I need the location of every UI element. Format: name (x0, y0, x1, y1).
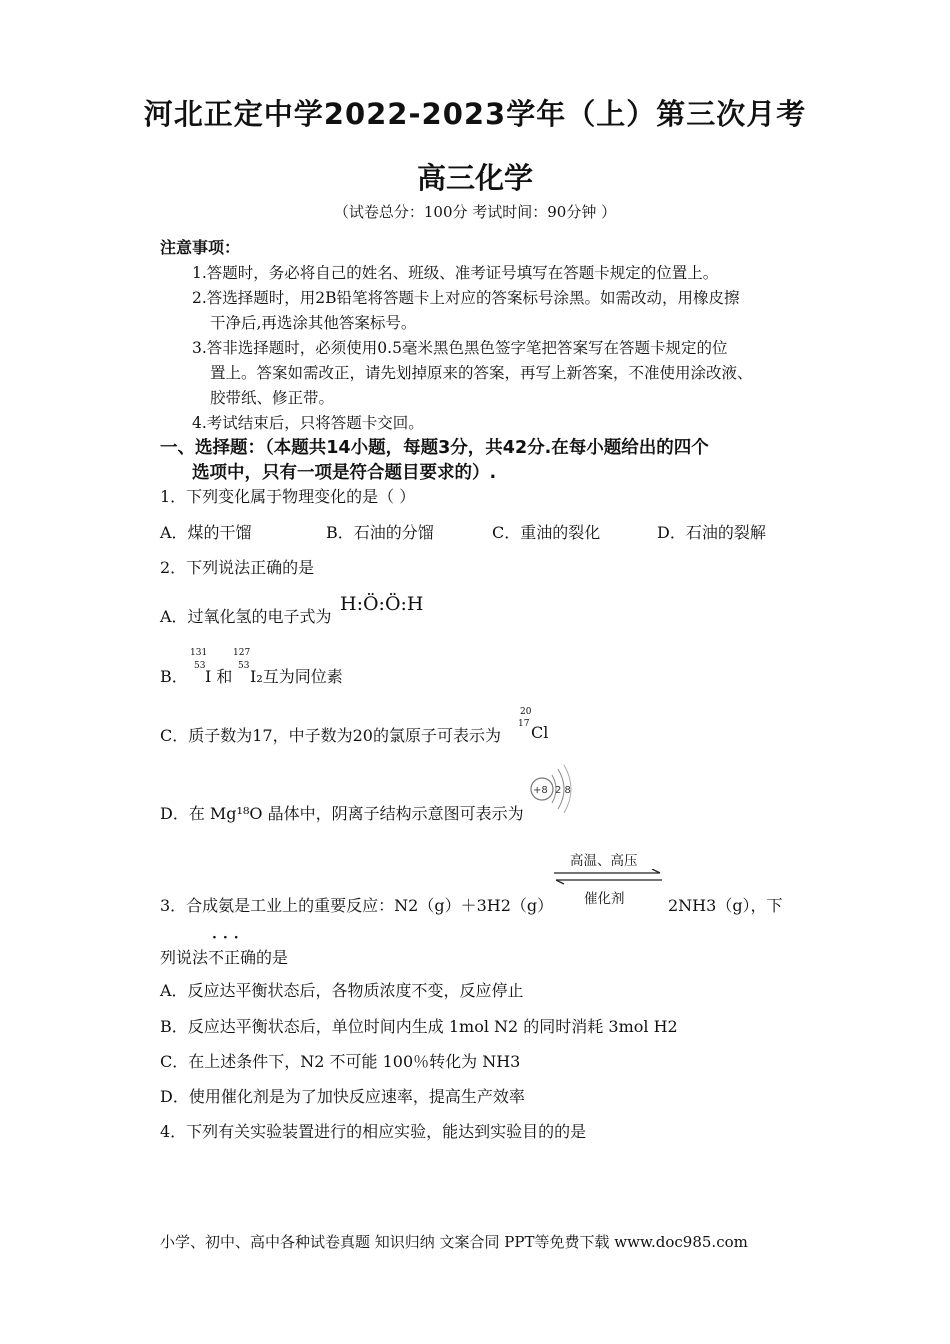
nucleus-charge: +8 (533, 785, 548, 796)
iodine-2-symbol: I₂互为同位素 (250, 667, 343, 686)
chlorine-z: 17 (518, 719, 530, 729)
question-4-stem: 4．下列有关实验装置进行的相应实验，能达到实验目的的是 (160, 1122, 587, 1141)
notice-item-3-cont: 置上。答案如需改正，请先划掉原来的答案，再写上新答案，不准使用涂改液、 (210, 364, 753, 382)
q2-b-prefix: B． (160, 667, 188, 686)
q3-option-a: A．反应达平衡状态后，各物质浓度不变，反应停止 (160, 981, 524, 1000)
q2-option-d: D．在 Mg¹⁸O 晶体中，阴离子结构示意图可表示为 (160, 804, 524, 823)
question-3-stem-end: 2NH3（g），下 (668, 896, 783, 915)
question-1-stem: 1．下列变化属于物理变化的是（ ） (160, 487, 416, 506)
section-heading-cont: 选项中，只有一项是符合题目要求的）. (192, 463, 497, 483)
chlorine-symbol: Cl (531, 723, 549, 742)
iodine-1-symbol: I 和 (205, 667, 233, 686)
q3-option-d: D．使用催化剂是为了加快反应速率，提高生产效率 (160, 1087, 525, 1106)
reversible-arrow-icon (552, 869, 664, 885)
arrow-condition-bottom: 催化剂 (584, 891, 625, 907)
question-2-stem: 2．下列说法正确的是 (160, 558, 315, 577)
question-3-stem-line2: 列说法不正确的是 (160, 948, 289, 967)
q2-option-a: A．过氧化氢的电子式为 (160, 607, 332, 626)
q1-option-b: B．石油的分馏 (326, 523, 434, 542)
iodine-131-mass: 131 (190, 648, 208, 658)
arrow-condition-top: 高温、高压 (570, 853, 638, 869)
question-3-stem: 3．合成氨是工业上的重要反应：N2（g）＋3H2（g） (160, 896, 554, 915)
notice-item-1: 1.答题时，务必将自己的姓名、班级、准考证号填写在答题卡规定的位置上。 (192, 264, 719, 282)
oxide-ion-diagram (526, 763, 576, 815)
q2-option-b (160, 664, 188, 687)
notice-item-3: 3.答非选择题时，必须使用0.5毫米黑色黑色签字笔把答案写在答题卡规定的位 (192, 339, 728, 357)
exam-title: 河北正定中学2022-2023学年（上）第三次月考 (143, 97, 807, 131)
notice-item-2-cont: 干净后,再选涂其他答案标号。 (210, 314, 417, 332)
notice-item-4: 4.考试结束后，只将答题卡交回。 (192, 414, 424, 432)
chlorine-mass: 20 (520, 707, 532, 717)
notice-item-3-cont2: 胶带纸、修正带。 (210, 389, 335, 407)
equilibrium-arrow (552, 847, 664, 907)
q3-option-c: C．在上述条件下，N2 不可能 100％转化为 NH3 (160, 1052, 521, 1071)
iodine-127-mass: 127 (233, 648, 251, 658)
shell-electrons: 2 8 (555, 785, 571, 796)
peroxide-electron-formula: H:Ö:Ö:H (340, 593, 424, 615)
page-footer: 小学、初中、高中各种试卷真题 知识归纳 文案合同 PPT等免费下载 www.doc985.com (160, 1233, 748, 1251)
q1-option-d: D．石油的裂解 (657, 523, 766, 542)
q3-option-b: B．反应达平衡状态后，单位时间内生成 1mol N2 的同时消耗 3mol H2 (160, 1017, 678, 1036)
exam-info: （试卷总分：100分 考试时间：90分钟 ） (333, 203, 617, 221)
q2-option-c: C．质子数为17，中子数为20的氯原子可表示为 (160, 726, 501, 745)
iodine-127-z: 53 (238, 661, 250, 671)
emphasis-dots: ··· (212, 930, 245, 946)
q1-option-a: A．煤的干馏 (160, 523, 252, 542)
subject-title: 高三化学 (416, 161, 533, 195)
notice-item-2: 2.答选择题时，用2B铅笔将答题卡上对应的答案标号涂黑。如需改动，用橡皮擦 (192, 289, 740, 307)
iodine-131-z: 53 (194, 661, 206, 671)
section-heading: 一、选择题：（本题共14小题，每题3分，共42分.在每小题给出的四个 (160, 438, 709, 458)
notice-heading: 注意事项： (160, 238, 241, 257)
q1-option-c: C．重油的裂化 (492, 523, 601, 542)
